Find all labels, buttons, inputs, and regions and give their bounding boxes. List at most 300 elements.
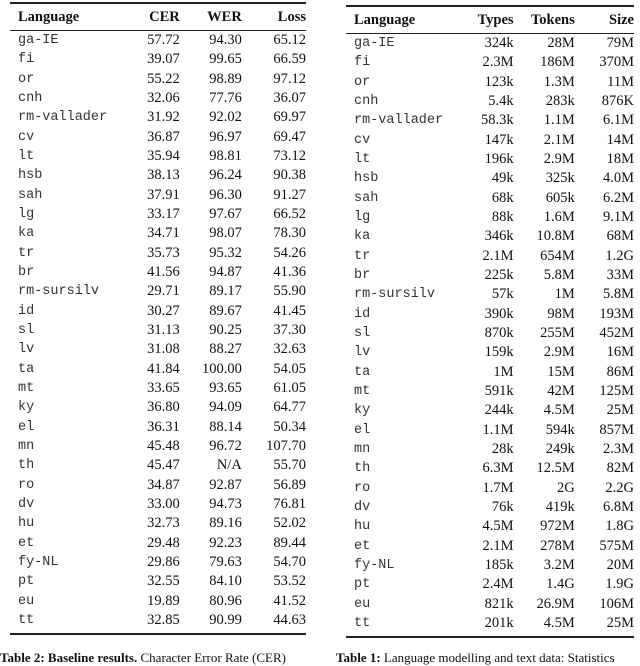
value-cell: 50.34 xyxy=(273,418,306,435)
value-cell: 79M xyxy=(606,35,634,52)
value-cell: 2.1M xyxy=(482,247,514,264)
table-row xyxy=(10,50,306,69)
language-cell: eu xyxy=(18,593,35,609)
value-cell: 92.87 xyxy=(209,476,242,493)
value-cell: 18M xyxy=(606,151,634,168)
language-cell: id xyxy=(18,303,35,319)
table-row xyxy=(10,321,306,340)
value-cell: 90.99 xyxy=(209,612,242,628)
language-cell: ro xyxy=(354,480,371,496)
table-row xyxy=(346,111,634,130)
value-cell: 2.2G xyxy=(605,479,634,496)
value-cell: 6.2M xyxy=(602,189,634,206)
language-cell: fy-NL xyxy=(18,555,59,571)
value-cell: 390k xyxy=(484,305,514,322)
language-cell: tt xyxy=(18,613,35,628)
value-cell: 325k xyxy=(545,170,575,187)
value-cell: 49k xyxy=(491,170,514,187)
table-row xyxy=(10,31,306,51)
table-row xyxy=(10,108,306,127)
value-cell: 82M xyxy=(606,460,634,477)
language-cell: ta xyxy=(18,361,35,377)
header-language: Language xyxy=(18,8,80,25)
header-cer: CER xyxy=(149,8,180,25)
language-cell: th xyxy=(354,461,371,477)
value-cell: 97.67 xyxy=(209,206,242,223)
table-row xyxy=(346,324,634,343)
caption-label: Table 1: xyxy=(336,650,381,665)
value-cell: 69.97 xyxy=(273,109,306,126)
table-row xyxy=(10,514,306,533)
table-row xyxy=(10,418,306,437)
value-cell: 89.16 xyxy=(209,515,242,532)
value-cell: 96.72 xyxy=(209,438,242,455)
value-cell: 1M xyxy=(493,363,514,380)
value-cell: 79.63 xyxy=(209,554,242,571)
value-cell: 65.12 xyxy=(273,32,306,49)
value-cell: 4.5M xyxy=(543,402,575,419)
header-size: Size xyxy=(609,11,634,28)
value-cell: 1.1M xyxy=(482,421,514,438)
language-cell: fy-NL xyxy=(354,558,395,574)
language-cell: or xyxy=(354,74,371,90)
baseline-results-table xyxy=(10,2,306,635)
value-cell: 2.9M xyxy=(543,151,575,168)
language-cell: pt xyxy=(18,574,35,590)
value-cell: 88k xyxy=(491,209,514,226)
language-cell: tr xyxy=(18,245,35,261)
table-row xyxy=(346,227,634,246)
value-cell: 2.9M xyxy=(543,344,575,361)
value-cell: 857M xyxy=(599,421,634,438)
value-cell: 100.00 xyxy=(201,360,242,377)
caption-label: Table 2: Baseline results. xyxy=(0,650,138,665)
language-cell: ro xyxy=(18,477,35,493)
value-cell: 419k xyxy=(545,499,575,516)
table-row xyxy=(10,205,306,224)
language-cell: lg xyxy=(354,210,371,226)
language-cell: mt xyxy=(354,384,371,400)
value-cell: 106M xyxy=(599,595,634,612)
caption-text: Character Error Rate (CER) xyxy=(137,650,286,665)
value-cell: 94.73 xyxy=(209,496,242,513)
language-cell: mt xyxy=(18,381,35,397)
value-cell: 1.6M xyxy=(543,209,575,226)
table-row xyxy=(346,305,634,324)
value-cell: 452M xyxy=(599,325,634,342)
value-cell: 6.3M xyxy=(482,460,514,477)
value-cell: 94.87 xyxy=(209,264,242,281)
table-row xyxy=(10,263,306,282)
value-cell: 73.12 xyxy=(273,148,306,165)
language-cell: eu xyxy=(354,596,371,612)
language-cell: ka xyxy=(354,229,371,245)
value-cell: 972M xyxy=(540,518,575,535)
value-cell: 186M xyxy=(540,54,575,71)
value-cell: 3.2M xyxy=(543,557,575,574)
header-wer: WER xyxy=(207,8,242,25)
table-row xyxy=(346,92,634,111)
value-cell: 94.30 xyxy=(209,32,242,49)
table-row xyxy=(346,247,634,266)
table-row xyxy=(346,73,634,92)
value-cell: 35.73 xyxy=(147,244,180,261)
language-cell: fi xyxy=(354,55,371,71)
value-cell: 53.52 xyxy=(273,573,306,590)
value-cell: 6.1M xyxy=(602,112,634,129)
value-cell: 159k xyxy=(484,344,514,361)
value-cell: 283k xyxy=(545,93,575,110)
value-cell: 28k xyxy=(491,441,514,458)
value-cell: 185k xyxy=(484,557,514,574)
value-cell: 6.8M xyxy=(602,499,634,516)
value-cell: 575M xyxy=(599,537,634,554)
value-cell: 44.63 xyxy=(273,612,306,628)
language-cell: mn xyxy=(18,439,35,455)
value-cell: 147k xyxy=(484,131,514,148)
table-row xyxy=(10,89,306,108)
table-row xyxy=(10,398,306,417)
value-cell: N/A xyxy=(216,457,242,474)
value-cell: 77.76 xyxy=(209,90,242,107)
value-cell: 196k xyxy=(484,151,514,168)
value-cell: 66.52 xyxy=(273,206,306,223)
value-cell: 15M xyxy=(547,363,575,380)
table-row xyxy=(346,131,634,150)
language-cell: pt xyxy=(354,577,371,593)
language-cell: br xyxy=(354,268,371,284)
table-row xyxy=(346,479,634,498)
table-row xyxy=(346,517,634,536)
value-cell: 55.90 xyxy=(273,283,306,300)
value-cell: 55.22 xyxy=(147,70,180,87)
value-cell: 32.63 xyxy=(273,341,306,358)
language-cell: tr xyxy=(354,248,371,264)
value-cell: 88.14 xyxy=(209,418,242,435)
value-cell: 96.30 xyxy=(209,186,242,203)
value-cell: 10.8M xyxy=(536,228,575,245)
table-row xyxy=(346,614,634,637)
value-cell: 33.17 xyxy=(147,206,180,223)
value-cell: 98.89 xyxy=(209,70,242,87)
value-cell: 4.0M xyxy=(602,170,634,187)
value-cell: 193M xyxy=(599,305,634,322)
table-header-row xyxy=(346,6,634,34)
language-cell: lt xyxy=(354,152,371,168)
value-cell: 244k xyxy=(484,402,514,419)
table-row xyxy=(346,266,634,285)
table-row xyxy=(346,208,634,227)
value-cell: 1.8G xyxy=(605,518,634,535)
language-cell: tt xyxy=(354,616,371,631)
language-cell: lv xyxy=(18,342,35,358)
table-row xyxy=(346,343,634,362)
value-cell: 34.71 xyxy=(147,225,180,242)
value-cell: 41.45 xyxy=(273,302,306,319)
value-cell: 58.3k xyxy=(480,112,514,129)
value-cell: 32.06 xyxy=(147,90,180,107)
value-cell: 125M xyxy=(599,383,634,400)
language-cell: mn xyxy=(354,442,371,458)
language-cell: sl xyxy=(18,323,35,339)
value-cell: 41.84 xyxy=(147,360,180,377)
value-cell: 2G xyxy=(557,479,575,496)
value-cell: 37.30 xyxy=(273,322,306,339)
value-cell: 54.26 xyxy=(273,244,306,261)
table-row xyxy=(346,169,634,188)
value-cell: 29.48 xyxy=(147,534,180,551)
value-cell: 78.30 xyxy=(273,225,306,242)
table-row xyxy=(346,285,634,304)
value-cell: 41.56 xyxy=(147,264,180,281)
value-cell: 86M xyxy=(606,363,634,380)
value-cell: 92.02 xyxy=(209,109,242,126)
value-cell: 1.9G xyxy=(605,576,634,593)
value-cell: 68k xyxy=(491,189,514,206)
table-header-row xyxy=(10,3,306,31)
value-cell: 324k xyxy=(484,35,514,52)
language-cell: id xyxy=(354,306,371,322)
caption-text: Language modelling and text data: Statistics xyxy=(380,650,615,665)
language-cell: rm-vallader xyxy=(18,110,108,126)
language-cell: sah xyxy=(18,187,43,203)
language-cell: dv xyxy=(18,497,35,513)
language-cell: ky xyxy=(18,400,35,416)
table-row xyxy=(346,150,634,169)
value-cell: 55.70 xyxy=(273,457,306,474)
value-cell: 821k xyxy=(484,595,514,612)
value-cell: 94.09 xyxy=(209,399,242,416)
table-row xyxy=(10,456,306,475)
value-cell: 876K xyxy=(601,93,634,110)
value-cell: 1M xyxy=(554,286,575,303)
table-row xyxy=(10,147,306,166)
table-row xyxy=(346,537,634,556)
value-cell: 591k xyxy=(484,383,514,400)
table-row xyxy=(346,440,634,459)
table-row xyxy=(10,379,306,398)
table-row xyxy=(10,166,306,185)
value-cell: 54.05 xyxy=(273,360,306,377)
value-cell: 2.1M xyxy=(482,537,514,554)
table-row xyxy=(346,382,634,401)
value-cell: 66.59 xyxy=(273,51,306,68)
value-cell: 89.44 xyxy=(273,534,306,551)
value-cell: 25M xyxy=(606,402,634,419)
table-row xyxy=(10,302,306,321)
language-cell: hu xyxy=(354,519,371,535)
language-cell: cnh xyxy=(354,94,379,110)
table-row xyxy=(346,401,634,420)
value-cell: 594k xyxy=(545,421,575,438)
value-cell: 52.02 xyxy=(273,515,306,532)
table-row xyxy=(10,611,306,634)
value-cell: 64.77 xyxy=(273,399,306,416)
value-cell: 29.86 xyxy=(147,554,180,571)
value-cell: 870k xyxy=(484,325,514,342)
table-row xyxy=(346,459,634,478)
value-cell: 123k xyxy=(484,73,514,90)
value-cell: 91.27 xyxy=(273,186,306,203)
value-cell: 26.9M xyxy=(536,595,575,612)
value-cell: 370M xyxy=(599,54,634,71)
table-row xyxy=(10,553,306,572)
value-cell: 95.32 xyxy=(209,244,242,261)
language-cell: ky xyxy=(354,403,371,419)
value-cell: 92.23 xyxy=(209,534,242,551)
table-row xyxy=(10,244,306,263)
value-cell: 1.7M xyxy=(482,479,514,496)
language-cell: ka xyxy=(18,226,35,242)
value-cell: 69.47 xyxy=(273,128,306,145)
value-cell: 89.67 xyxy=(209,302,242,319)
value-cell: 90.25 xyxy=(209,322,242,339)
value-cell: 54.70 xyxy=(273,554,306,571)
value-cell: 36.31 xyxy=(147,418,180,435)
value-cell: 98M xyxy=(547,305,575,322)
language-cell: et xyxy=(354,538,371,554)
value-cell: 36.87 xyxy=(147,128,180,145)
language-cell: sah xyxy=(354,190,379,206)
language-cell: br xyxy=(18,265,35,281)
language-cell: hu xyxy=(18,516,35,532)
value-cell: 80.96 xyxy=(209,592,242,609)
value-cell: 9.1M xyxy=(602,209,634,226)
language-cell: rm-sursilv xyxy=(18,284,100,300)
table-row xyxy=(10,572,306,591)
language-cell: el xyxy=(354,422,371,438)
table-row xyxy=(10,70,306,89)
value-cell: 41.52 xyxy=(273,592,306,609)
value-cell: 61.05 xyxy=(273,380,306,397)
header-types: Types xyxy=(477,11,514,28)
value-cell: 84.10 xyxy=(209,573,242,590)
value-cell: 36.07 xyxy=(273,90,306,107)
table-row xyxy=(10,360,306,379)
language-cell: rm-sursilv xyxy=(354,287,436,303)
value-cell: 96.97 xyxy=(209,128,242,145)
header-language: Language xyxy=(354,11,416,28)
text-data-statistics-table xyxy=(346,5,634,638)
value-cell: 89.17 xyxy=(209,283,242,300)
language-cell: cv xyxy=(18,129,35,145)
value-cell: 2.1M xyxy=(543,131,575,148)
value-cell: 654M xyxy=(540,247,575,264)
value-cell: 5.4k xyxy=(488,93,514,110)
value-cell: 76k xyxy=(491,499,514,516)
value-cell: 39.07 xyxy=(147,51,180,68)
value-cell: 36.80 xyxy=(147,399,180,416)
language-cell: lg xyxy=(18,207,35,223)
value-cell: 96.24 xyxy=(209,167,242,184)
table-row xyxy=(10,495,306,514)
language-cell: lv xyxy=(354,345,371,361)
table-row xyxy=(346,34,634,54)
value-cell: 57k xyxy=(491,286,514,303)
value-cell: 20M xyxy=(606,557,634,574)
value-cell: 31.08 xyxy=(147,341,180,358)
value-cell: 1.1M xyxy=(543,112,575,129)
value-cell: 1.2G xyxy=(605,247,634,264)
value-cell: 33.00 xyxy=(147,496,180,513)
language-cell: lt xyxy=(18,149,35,165)
table-row xyxy=(346,421,634,440)
table-row xyxy=(346,363,634,382)
value-cell: 249k xyxy=(545,441,575,458)
value-cell: 4.5M xyxy=(482,518,514,535)
table-row xyxy=(10,437,306,456)
value-cell: 56.89 xyxy=(273,476,306,493)
value-cell: 278M xyxy=(540,537,575,554)
value-cell: 225k xyxy=(484,267,514,284)
value-cell: 35.94 xyxy=(147,148,180,165)
table-row xyxy=(10,534,306,553)
value-cell: 32.85 xyxy=(147,612,180,628)
table-row xyxy=(346,53,634,72)
value-cell: 29.71 xyxy=(147,283,180,300)
language-cell: ga-IE xyxy=(354,36,395,52)
value-cell: 98.07 xyxy=(209,225,242,242)
value-cell: 2.3M xyxy=(482,54,514,71)
value-cell: 5.8M xyxy=(602,286,634,303)
table-row xyxy=(10,128,306,147)
value-cell: 68M xyxy=(606,228,634,245)
value-cell: 97.12 xyxy=(273,70,306,87)
value-cell: 2.3M xyxy=(602,441,634,458)
value-cell: 57.72 xyxy=(147,32,180,49)
language-cell: hsb xyxy=(18,168,43,184)
value-cell: 4.5M xyxy=(543,615,575,631)
value-cell: 76.81 xyxy=(273,496,306,513)
table-row xyxy=(10,282,306,301)
value-cell: 255M xyxy=(540,325,575,342)
value-cell: 90.38 xyxy=(273,167,306,184)
value-cell: 107.70 xyxy=(266,438,306,455)
language-cell: hsb xyxy=(354,171,379,187)
value-cell: 34.87 xyxy=(147,476,180,493)
table-row xyxy=(10,592,306,611)
language-cell: sl xyxy=(354,326,371,342)
language-cell: et xyxy=(18,535,35,551)
value-cell: 41.36 xyxy=(273,264,306,281)
language-cell: or xyxy=(18,71,35,87)
language-cell: ga-IE xyxy=(18,33,59,49)
table-row xyxy=(346,556,634,575)
value-cell: 98.81 xyxy=(209,148,242,165)
value-cell: 45.48 xyxy=(147,438,180,455)
language-cell: fi xyxy=(18,52,35,68)
value-cell: 93.65 xyxy=(209,380,242,397)
value-cell: 1.4G xyxy=(546,576,575,593)
value-cell: 45.47 xyxy=(147,457,180,474)
value-cell: 31.13 xyxy=(147,322,180,339)
value-cell: 201k xyxy=(484,615,514,631)
value-cell: 12.5M xyxy=(536,460,575,477)
value-cell: 19.89 xyxy=(147,592,180,609)
value-cell: 346k xyxy=(484,228,514,245)
value-cell: 2.4M xyxy=(482,576,514,593)
value-cell: 25M xyxy=(606,615,634,631)
table-row xyxy=(10,224,306,243)
value-cell: 14M xyxy=(606,131,634,148)
value-cell: 33.65 xyxy=(147,380,180,397)
header-loss: Loss xyxy=(277,8,306,25)
value-cell: 5.8M xyxy=(543,267,575,284)
language-cell: rm-vallader xyxy=(354,113,444,129)
value-cell: 605k xyxy=(545,189,575,206)
table-row xyxy=(10,186,306,205)
value-cell: 33M xyxy=(606,267,634,284)
